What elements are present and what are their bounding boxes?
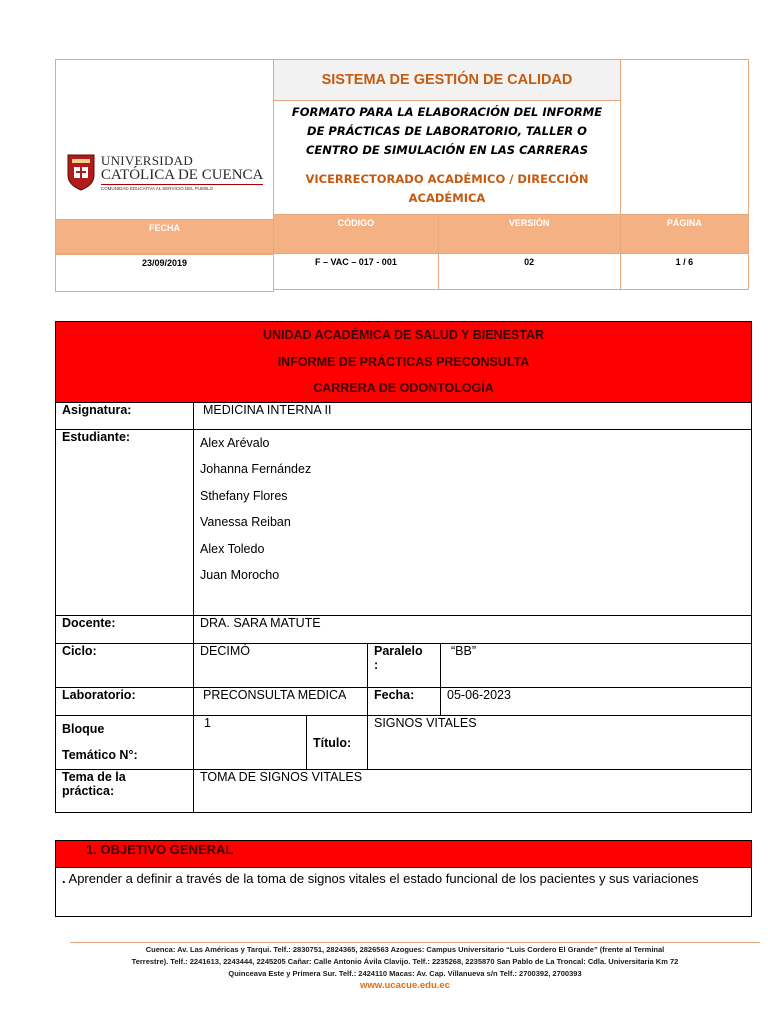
val-version: 02 bbox=[438, 254, 620, 290]
student-name: Alex Arévalo bbox=[200, 436, 270, 450]
paralelo-label bbox=[368, 644, 441, 688]
paralelo-label-2: : bbox=[374, 658, 379, 672]
objective-bullet: . bbox=[62, 871, 66, 886]
footer-line-1: Cuenca: Av. Las Américas y Tarqui. Telf.: 2830751, 2824365, 2826563 Azogues: Campus Universitario “Luis Cordero El Grande” (frente al Terminal bbox=[145, 945, 665, 954]
footer-line-3: Quinceava Este y Primera Sur. Telf.: 2424110 Macas: Av. Cap. Villanueva s/n Telf.: 2700392, 2700393 bbox=[228, 969, 582, 978]
tema-label-2: práctica: bbox=[62, 784, 115, 798]
titulo-label: Título: bbox=[307, 716, 368, 770]
blank-cell bbox=[620, 60, 748, 215]
footer-line-2: Terrestre). Telf.: 2241613, 2243444, 2245205 Cañar: Calle Antonio Ávila Clavijo. Telf.: 2235268, 2235870 San Pablo de La Troncal: Cdla. Universitaria Km 72 bbox=[131, 957, 679, 966]
ciclo-label: Ciclo: bbox=[56, 644, 194, 688]
laboratorio-value: PRECONSULTA MEDICA bbox=[194, 688, 368, 716]
heading-line-3: CARRERA DE ODONTOLOGÍA bbox=[313, 381, 494, 395]
logo-line1: UNIVERSIDAD bbox=[100, 152, 194, 168]
objective-heading: 1. OBJETIVO GENERAL bbox=[56, 841, 752, 868]
estudiante-label: Estudiante: bbox=[56, 430, 194, 616]
val-pagina: 1 / 6 bbox=[620, 254, 748, 290]
objective-section bbox=[55, 840, 752, 917]
student-name: Vanessa Reiban bbox=[200, 515, 291, 530]
titulo-value: SIGNOS VITALES bbox=[368, 716, 752, 770]
fecha-value: 05-06-2023 bbox=[441, 688, 752, 716]
objective-body bbox=[56, 868, 752, 917]
tema-value: TOMA DE SIGNOS VITALES bbox=[194, 770, 752, 813]
system-title: SISTEMA DE GESTIÓN DE CALIDAD bbox=[274, 60, 619, 100]
page-footer bbox=[60, 944, 750, 992]
vicerrectorado-title: VICERRECTORADO ACADÉMICO / DIRECCIÓN ACADÉMICA bbox=[305, 172, 589, 205]
footer-divider bbox=[70, 942, 760, 943]
title-cell bbox=[274, 60, 620, 215]
heading-line-1: UNIDAD ACADÉMICA DE SALUD Y BIENESTAR bbox=[262, 328, 545, 342]
student-name: Sthefany Flores bbox=[200, 488, 288, 503]
students-list bbox=[194, 430, 752, 616]
objective-text: Aprender a definir a través de la toma de signos vitales el estado funcional de los pacientes y sus variaciones bbox=[65, 871, 699, 886]
logo-line2: CATÓLICA DE CUENCA bbox=[100, 166, 264, 183]
col-fecha-head: FECHA bbox=[55, 219, 274, 254]
ciclo-value: DECIMÓ bbox=[194, 644, 368, 688]
val-fecha: 23/09/2019 bbox=[55, 254, 274, 292]
asignatura-label: Asignatura: bbox=[56, 403, 194, 430]
bloque-label bbox=[56, 716, 194, 770]
footer-url-link[interactable]: www.ucacue.edu.ec bbox=[360, 980, 450, 991]
logo-tagline: COMUNIDAD EDUCATIVA AL SERVICIO DEL PUEBLO bbox=[101, 184, 264, 191]
col-fecha: CÓDIGO bbox=[274, 215, 438, 254]
paralelo-label-1: Paralelo bbox=[374, 644, 423, 658]
student-name: Juan Morocho bbox=[200, 568, 280, 583]
tema-label-1: Tema de la bbox=[62, 770, 126, 784]
laboratorio-label: Laboratorio: bbox=[56, 688, 194, 716]
asignatura-value: MEDICINA INTERNA II bbox=[194, 403, 752, 430]
bloque-value: 1 bbox=[194, 716, 307, 770]
val-codigo: F – VAC – 017 - 001 bbox=[274, 254, 438, 290]
formato-title: FORMATO PARA LA ELABORACIÓN DEL INFORME DE PRÁCTICAS DE LABORATORIO, TALLER O CENTRO DE SIMULACIÓN EN LAS CARRERAS bbox=[291, 105, 603, 157]
student-name: Johanna Fernández bbox=[200, 462, 312, 477]
bloque-label-2: Temático N°: bbox=[62, 748, 138, 762]
student-name: Alex Toledo bbox=[200, 541, 265, 556]
paralelo-value: “BB” bbox=[441, 644, 752, 688]
col-version: VERSIÓN bbox=[438, 215, 620, 254]
university-shield-icon bbox=[66, 153, 96, 191]
docente-label: Docente: bbox=[56, 616, 194, 644]
docente-value: DRA. SARA MATUTE bbox=[194, 616, 752, 644]
university-logo bbox=[66, 153, 264, 191]
report-heading bbox=[56, 322, 752, 403]
col-pagina: PÁGINA bbox=[620, 215, 748, 254]
practice-info-table bbox=[55, 321, 752, 813]
bloque-label-1: Bloque bbox=[62, 722, 105, 736]
fecha-label: Fecha: bbox=[368, 688, 441, 716]
tema-label bbox=[56, 770, 194, 813]
heading-line-2: INFORME DE PRÁCTICAS PRECONSULTA bbox=[277, 354, 530, 369]
